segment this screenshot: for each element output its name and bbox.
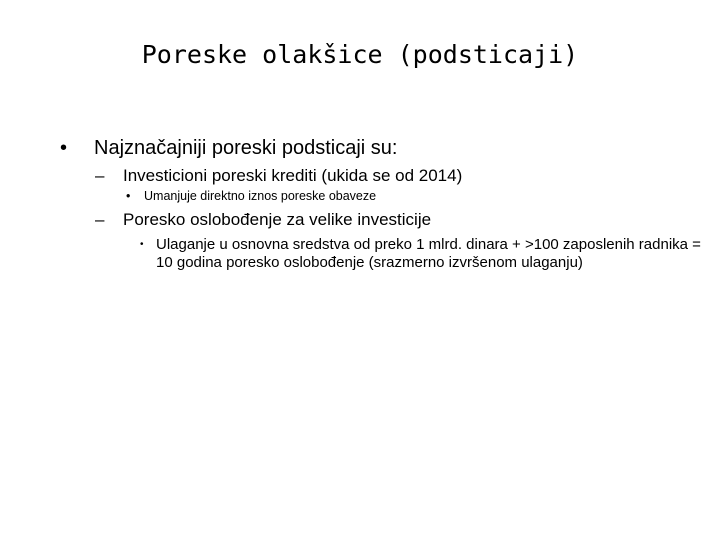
- bullet-level-1: [60, 136, 710, 160]
- bullet-level-3: [60, 236, 716, 272]
- bullet-text: Investicioni poreski krediti (ukida se od 2014): [123, 166, 463, 185]
- bullet-level-3: [60, 188, 710, 204]
- bullet-level-2: [60, 166, 710, 186]
- slide-title: Poreske olakšice (podsticaji): [141, 40, 579, 69]
- bullet-dot-icon: •: [60, 137, 68, 159]
- bullet-dash-icon: –: [95, 166, 105, 185]
- bullet-text: Poresko oslobođenje za velike investicije: [123, 210, 432, 229]
- bullet-level-2: [60, 210, 710, 230]
- slide-content: [60, 136, 710, 272]
- bullet-text: Najznačajniji poreski podsticaji su:: [94, 137, 398, 159]
- bullet-dash-icon: –: [95, 210, 105, 229]
- bullet-dot-icon: •: [126, 189, 131, 203]
- bullet-dot-icon: •: [140, 239, 144, 250]
- bullet-text: Umanjuje direktno iznos poreske obaveze: [144, 189, 377, 203]
- bullet-text: Ulaganje u osnovna sredstva od preko 1 mlrd. dinara + >100 zaposlenih radnika = 10 godina poresko oslobođenje (srazmerno izvršenom ulaganju): [156, 236, 701, 271]
